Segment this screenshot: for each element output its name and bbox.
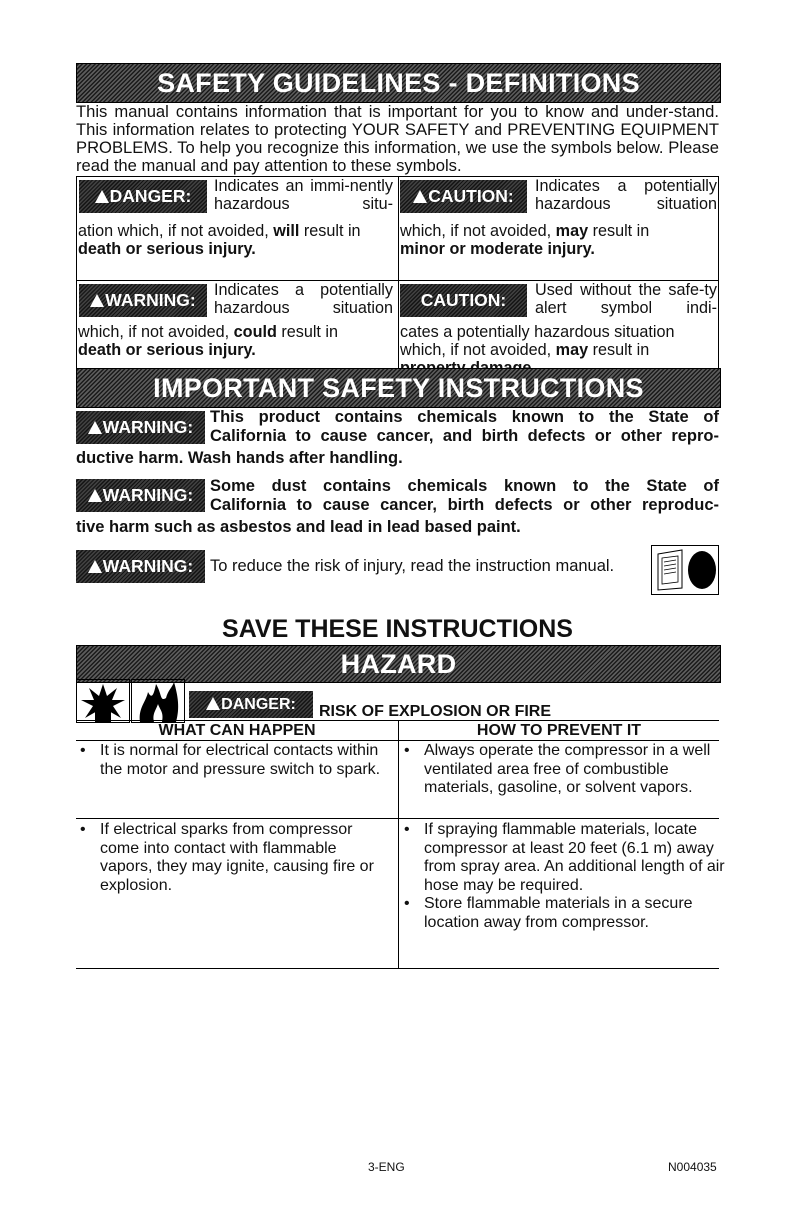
save-instructions-heading: SAVE THESE INSTRUCTIONS <box>222 615 573 643</box>
caution-plain-def-a: Used without the safe-ty alert symbol indi- <box>535 281 717 317</box>
warning-triangle-icon <box>95 190 109 203</box>
warning-label-2: WARNING: <box>76 479 205 512</box>
warning-triangle-icon <box>88 421 102 434</box>
danger-def-d: death or serious injury. <box>78 240 256 258</box>
col-what-can-happen: WHAT CAN HAPPEN <box>158 722 316 739</box>
caution-def-d: minor or moderate injury. <box>400 240 595 258</box>
warning1-line-c: ductive harm. Wash hands after handling. <box>76 449 403 467</box>
explosion-icon <box>76 679 130 723</box>
warning-label-3: WARNING: <box>76 550 205 583</box>
warning-triangle-icon <box>88 489 102 502</box>
warning2-line-c: tive harm such as asbestos and lead in lead based paint. <box>76 518 521 536</box>
warning-triangle-icon <box>206 697 220 710</box>
warning-triangle-icon <box>413 190 427 203</box>
warning-def-a: Indicates a potentially hazardous situation <box>214 281 393 317</box>
col-how-to-prevent: HOW TO PREVENT IT <box>476 722 642 739</box>
warning-triangle-icon <box>88 560 102 573</box>
list-item: • Store flammable materials in a secure location away from compressor. <box>400 895 734 932</box>
list-item: • Always operate the compressor in a well ventilated area free of combustible materials, gasoline, or solvent vapors. <box>400 742 724 798</box>
list-item: • If spraying flammable materials, locate compressor at least 20 feet (6.1 m) away from spray area. An additional length of air hose may be required. <box>400 821 734 895</box>
manual-read-icon <box>651 545 719 595</box>
danger-label-hazard: DANGER: <box>189 691 313 718</box>
warning2-line-b: California to cause cancer, birth defects or other reproduc- <box>210 496 719 514</box>
document-code: N004035 <box>668 1160 717 1174</box>
list-item: • If electrical sparks from compressor come into contact with flammable vapors, they may ignite, causing fire or explosion. <box>76 821 390 895</box>
warning-def-d: death or serious injury. <box>78 341 256 359</box>
caution-def-b: which, if not avoided, may result in <box>400 222 650 240</box>
warning1-line-b: California to cause cancer, and birth defects or other repro- <box>210 427 719 445</box>
intro-paragraph: This manual contains information that is important for you to know and under-stand. This information relates to protecting YOUR SAFETY and PREVENTING EQUIPMENT PROBLEMS. To help you recognize this information, we use the symbols below. Please read the manual and pay attention to these symbols. <box>76 102 719 175</box>
danger-def-a: Indicates an immi-nently hazardous situ- <box>214 177 393 213</box>
banner-hazard: HAZARD <box>76 645 721 683</box>
banner-definitions: SAFETY GUIDELINES - DEFINITIONS <box>76 63 721 103</box>
warning-triangle-icon <box>90 294 104 307</box>
danger-label: DANGER: <box>79 180 207 213</box>
caution-label: CAUTION: <box>400 180 527 213</box>
warning3-line: To reduce the risk of injury, read the instruction manual. <box>210 557 615 575</box>
banner-instructions: IMPORTANT SAFETY INSTRUCTIONS <box>76 368 721 408</box>
warning-label-1: WARNING: <box>76 411 205 444</box>
page-number: 3-ENG <box>368 1160 405 1174</box>
warning-def-b: which, if not avoided, could result in <box>78 323 339 341</box>
warning-label: WARNING: <box>79 284 207 317</box>
warning2-line-a: Some dust contains chemicals known to the State of <box>210 477 719 495</box>
warning1-line-a: This product contains chemicals known to the State of <box>210 408 719 426</box>
caution-plain-def-b: cates a potentially hazardous situation <box>400 323 675 341</box>
hazard-title: RISK OF EXPLOSION OR FIRE <box>319 703 552 720</box>
caution-def-a: Indicates a potentially hazardous situation <box>535 177 717 213</box>
caution-plain-label: CAUTION: <box>400 284 527 317</box>
caution-plain-def-c: which, if not avoided, may result in <box>400 341 650 359</box>
list-item: • It is normal for electrical contacts within the motor and pressure switch to spark. <box>76 742 390 779</box>
fire-icon <box>131 679 185 723</box>
danger-def-b: ation which, if not avoided, will result in <box>78 222 361 240</box>
